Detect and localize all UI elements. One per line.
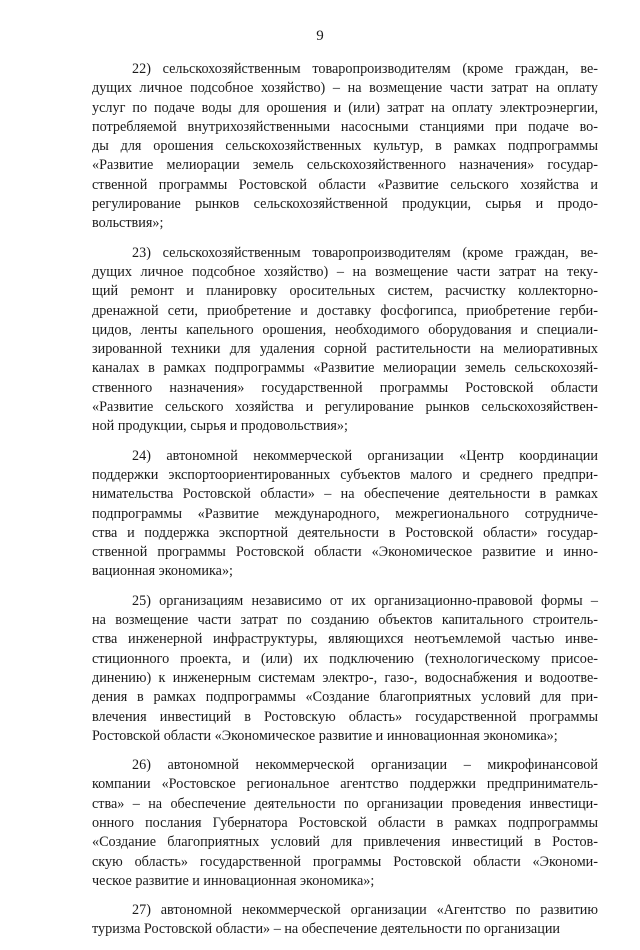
text-line: ства инженерной инфраструктуры, являющихся неотъемлемой частью инве- <box>92 631 598 648</box>
text-line: регулирование рынков сельскохозяйственной продукции, сырья и продо- <box>92 196 598 213</box>
text-line: щий ремонт и планировку оросительных систем, расчистку коллекторно- <box>92 283 598 300</box>
text-line: ственной программы Ростовской области «Развитие сельского хозяйства и <box>92 176 598 193</box>
text-line: компании «Ростовское региональное агентство поддержки предприниматель- <box>92 776 598 793</box>
text-line: дения в рамках подпрограммы «Создание благоприятных условий для при- <box>92 689 598 706</box>
text-line: «Создание благоприятных условий для привлечения инвестиций в Ростов- <box>92 834 598 851</box>
text-line: ной продукции, сырья и продовольствия»; <box>92 418 348 435</box>
text-line: 24) автономной некоммерческой организации «Центр координации <box>132 447 598 464</box>
text-line: ческое развитие и инновационная экономика»; <box>92 872 375 889</box>
text-line: ства» – на обеспечение деятельности по организации проведения инвестици- <box>92 795 598 812</box>
text-line: 26) автономной некоммерческой организации – микрофинансовой <box>132 757 598 774</box>
text-line: туризма Ростовской области» – на обеспечение деятельности по организации <box>92 921 561 938</box>
paragraph-item <box>92 592 598 746</box>
paragraph-item <box>92 60 598 234</box>
text-line: дущих личное подсобное хозяйство) – на возмещение части затрат на теку- <box>92 263 598 280</box>
text-line: стиционного проекта, и (или) их подключению (технологическому присое- <box>92 650 598 667</box>
paragraph-item <box>92 244 598 437</box>
paragraph-item <box>92 901 598 940</box>
text-line: «Развитие сельского хозяйства и регулирование рынков сельскохозяйствен- <box>92 399 598 416</box>
text-line: динению) к инженерным системам электро-, газо-, водоснабжения и водоотве- <box>92 669 598 686</box>
text-line: ства и поддержка экспортной деятельности в Ростовской области» государ- <box>92 524 598 541</box>
text-line: 22) сельскохозяйственным товаропроизводителям (кроме граждан, ве- <box>132 61 598 77</box>
text-line: ственной программы Ростовской области «Экономическое развитие и инно- <box>92 544 598 561</box>
text-line: 25) организациям независимо от их организационно-правовой формы – <box>132 592 598 609</box>
text-line: на возмещение части затрат по созданию объектов капитального строитель- <box>92 612 598 629</box>
text-line: вационная экономика»; <box>92 563 233 580</box>
paragraph-item <box>92 756 598 891</box>
text-line: услуг по подаче воды для орошения и (или) затрат на оплату электроэнергии, <box>92 99 598 116</box>
text-line: каналах в рамках подпрограммы «Развитие мелиорации земель сельскохозяй- <box>92 360 598 377</box>
text-line: 23) сельскохозяйственным товаропроизводителям (кроме граждан, ве- <box>132 244 598 261</box>
text-line: цидов, ленты капельного орошения, необходимого оборудования и специали- <box>92 321 598 338</box>
text-line: 27) автономной некоммерческой организации «Агентство по развитию <box>132 902 598 919</box>
page-number: 9 <box>316 28 324 44</box>
text-line: дренажной сети, приобретение и доставку фосфогипса, приобретение герби- <box>92 302 598 319</box>
text-line: зированной техники для удаления сорной растительности на мелиоративных <box>92 341 598 358</box>
text-line: нимательства Ростовской области» – на обеспечение деятельности в рамках <box>92 486 598 503</box>
paragraph-item <box>92 447 598 582</box>
text-line: «Развитие мелиорации земель сельскохозяйственного назначения» государ- <box>92 157 598 174</box>
text-line: онного послания Губернатора Ростовской области в рамках подпрограммы <box>92 814 598 831</box>
text-line: поддержки экспортоориентированных субъектов малого и среднего предпри- <box>92 466 598 483</box>
text-line: влечения инвестиций в Ростовскую область» государственной программы <box>92 708 598 725</box>
text-line: вольствия»; <box>92 215 164 232</box>
text-line: ды для орошения сельскохозяйственных культур, в рамках подпрограммы <box>92 138 598 155</box>
text-line: подпрограммы «Развитие международного, межрегионального сотрудниче- <box>92 505 598 522</box>
text-line: ственного назначения» государственной программы Ростовской области <box>92 379 598 396</box>
text-line: Ростовской области «Экономическое развитие и инновационная экономика»; <box>92 727 558 744</box>
text-line: потребляемой внутрихозяйственными насосными станциями при подаче во- <box>92 118 598 135</box>
document-body <box>92 60 598 950</box>
text-line: дущих личное подсобное хозяйство) – на возмещение части затрат на оплату <box>92 80 598 97</box>
text-line: скую область» государственной программы Ростовской области «Экономи- <box>92 853 598 870</box>
